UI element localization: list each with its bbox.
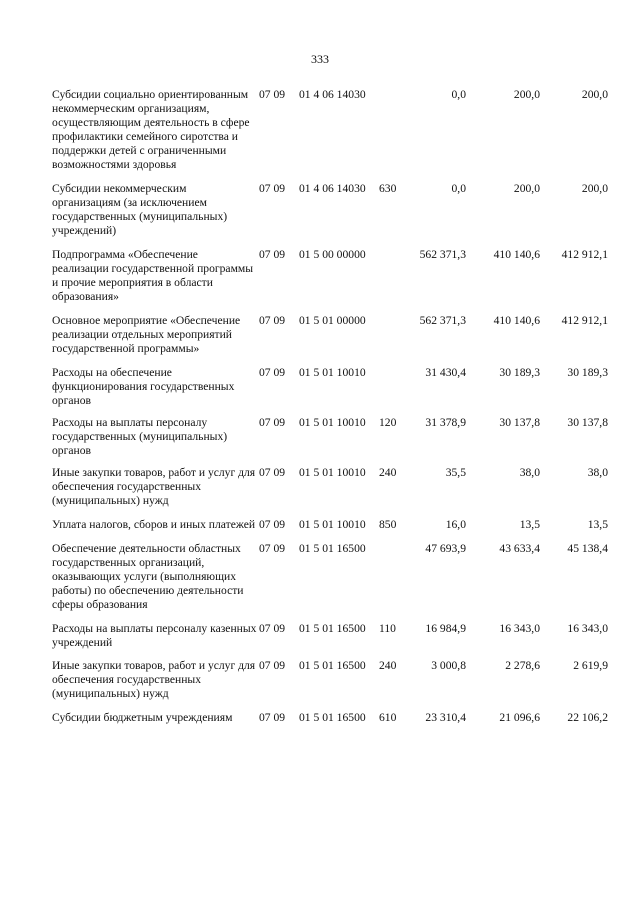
row-name: Уплата налогов, сборов и иных платежей <box>52 518 256 531</box>
row-name: Обеспечение деятельности областных государственных организаций, оказывающих услуги (выполняющих работы) по обеспечению деятельности сферы образования <box>52 542 244 611</box>
row-amount-2: 13,5 <box>519 518 540 531</box>
table-row <box>52 366 612 408</box>
row-amount-3: 38,0 <box>587 466 608 479</box>
row-section: 07 09 <box>259 366 286 379</box>
row-target-article: 01 5 01 16500 <box>299 622 366 635</box>
table-row <box>52 416 612 458</box>
row-amount-3: 30 189,3 <box>567 366 608 379</box>
row-target-article: 01 5 01 10010 <box>299 416 366 429</box>
row-expense-type: 110 <box>379 622 396 635</box>
row-section: 07 09 <box>259 248 286 261</box>
row-name: Субсидии некоммерческим организациям (за исключением государственных (муниципальных) учреждений) <box>52 182 228 237</box>
table-row <box>52 314 612 356</box>
row-amount-2: 30 137,8 <box>499 416 540 429</box>
row-expense-type: 630 <box>379 182 397 195</box>
table-row <box>52 182 612 238</box>
row-section: 07 09 <box>259 518 286 531</box>
row-amount-1: 47 693,9 <box>425 542 466 555</box>
row-amount-1: 0,0 <box>451 182 466 195</box>
row-amount-3: 412 912,1 <box>561 248 608 261</box>
row-section: 07 09 <box>259 416 286 429</box>
row-expense-type: 610 <box>379 711 397 724</box>
row-amount-2: 200,0 <box>513 182 540 195</box>
table-row <box>52 711 612 725</box>
row-target-article: 01 5 01 00000 <box>299 314 366 327</box>
row-name: Основное мероприятие «Обеспечение реализации отдельных мероприятий государственной программы» <box>52 314 241 355</box>
row-amount-2: 16 343,0 <box>499 622 540 635</box>
row-amount-3: 200,0 <box>581 182 608 195</box>
row-amount-3: 30 137,8 <box>567 416 608 429</box>
page-number: 333 <box>311 52 329 66</box>
row-amount-1: 35,5 <box>445 466 466 479</box>
table-row <box>52 659 612 701</box>
row-amount-1: 562 371,3 <box>419 248 466 261</box>
row-amount-3: 2 619,9 <box>573 659 608 672</box>
row-amount-1: 562 371,3 <box>419 314 466 327</box>
row-amount-1: 31 430,4 <box>425 366 466 379</box>
row-target-article: 01 5 01 16500 <box>299 711 366 724</box>
row-amount-1: 31 378,9 <box>425 416 466 429</box>
row-amount-1: 16,0 <box>445 518 466 531</box>
row-target-article: 01 5 01 10010 <box>299 466 366 479</box>
row-target-article: 01 5 00 00000 <box>299 248 366 261</box>
table-row <box>52 518 612 532</box>
row-name: Расходы на обеспечение функционирования государственных органов <box>52 366 235 407</box>
table-row <box>52 88 612 172</box>
row-amount-3: 22 106,2 <box>567 711 608 724</box>
table-row <box>52 466 612 508</box>
row-name: Субсидии бюджетным учреждениям <box>52 711 233 724</box>
row-amount-2: 38,0 <box>519 466 540 479</box>
row-amount-3: 16 343,0 <box>567 622 608 635</box>
row-section: 07 09 <box>259 622 286 635</box>
row-expense-type: 850 <box>379 518 397 531</box>
row-amount-2: 43 633,4 <box>499 542 540 555</box>
row-section: 07 09 <box>259 711 286 724</box>
row-name: Иные закупки товаров, работ и услуг для обеспечения государственных (муниципальных) нужд <box>52 659 256 700</box>
row-target-article: 01 5 01 16500 <box>299 659 366 672</box>
row-target-article: 01 5 01 10010 <box>299 518 366 531</box>
row-target-article: 01 5 01 16500 <box>299 542 366 555</box>
row-target-article: 01 4 06 14030 <box>299 182 366 195</box>
row-amount-2: 410 140,6 <box>493 314 540 327</box>
row-expense-type: 240 <box>379 466 397 479</box>
row-name: Расходы на выплаты персоналу казенных учреждений <box>52 622 257 649</box>
row-section: 07 09 <box>259 88 286 101</box>
row-section: 07 09 <box>259 182 286 195</box>
row-amount-2: 410 140,6 <box>493 248 540 261</box>
row-name: Расходы на выплаты персоналу государственных (муниципальных) органов <box>52 416 228 457</box>
row-amount-2: 21 096,6 <box>499 711 540 724</box>
row-expense-type: 240 <box>379 659 397 672</box>
table-row <box>52 542 612 612</box>
table-row <box>52 248 612 304</box>
row-amount-3: 200,0 <box>581 88 608 101</box>
row-amount-2: 200,0 <box>513 88 540 101</box>
row-expense-type: 120 <box>379 416 397 429</box>
row-section: 07 09 <box>259 466 286 479</box>
budget-table <box>52 88 612 725</box>
row-target-article: 01 4 06 14030 <box>299 88 366 101</box>
row-amount-1: 3 000,8 <box>431 659 466 672</box>
row-amount-3: 13,5 <box>587 518 608 531</box>
row-section: 07 09 <box>259 314 286 327</box>
row-amount-2: 2 278,6 <box>505 659 540 672</box>
row-target-article: 01 5 01 10010 <box>299 366 366 379</box>
row-amount-1: 16 984,9 <box>425 622 466 635</box>
table-row <box>52 622 612 650</box>
row-name: Иные закупки товаров, работ и услуг для обеспечения государственных (муниципальных) нужд <box>52 466 256 507</box>
row-amount-2: 30 189,3 <box>499 366 540 379</box>
row-name: Подпрограмма «Обеспечение реализации государственной программы и прочие мероприятия в области образования» <box>52 248 254 303</box>
row-amount-3: 412 912,1 <box>561 314 608 327</box>
row-section: 07 09 <box>259 542 286 555</box>
row-amount-1: 23 310,4 <box>425 711 466 724</box>
row-section: 07 09 <box>259 659 286 672</box>
row-name: Субсидии социально ориентированным некоммерческим организациям, осуществляющим деятельность в сфере профилактики семейного сиротства и поддержки детей с ограниченными возможностями здоровья <box>52 88 250 171</box>
row-amount-1: 0,0 <box>451 88 466 101</box>
row-amount-3: 45 138,4 <box>567 542 608 555</box>
